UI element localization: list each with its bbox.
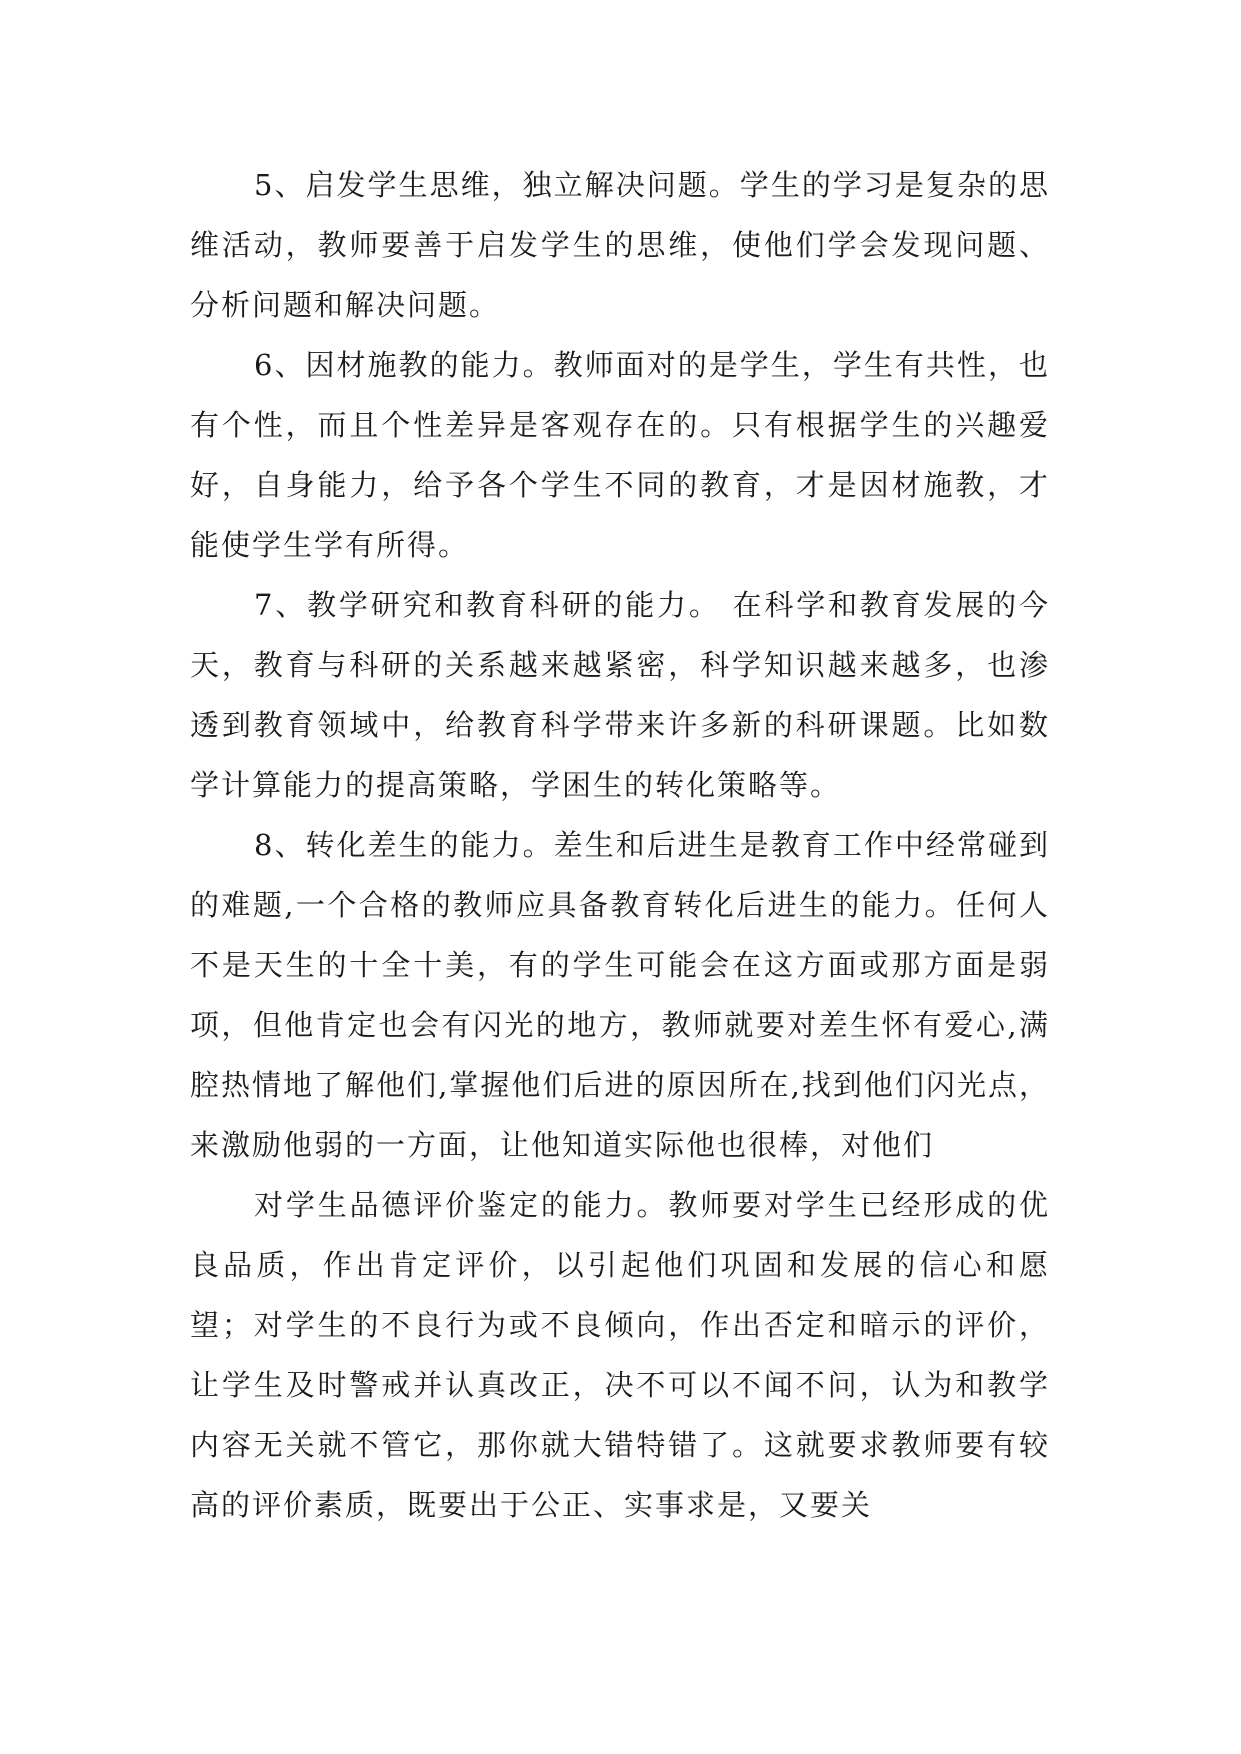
- document-body: [190, 155, 1050, 1535]
- paragraph-8-transform-weak-students: 8、转化差生的能力。差生和后进生是教育工作中经常碰到的难题,一个合格的教师应具备教育转化后进生的能力。任何人不是天生的十全十美，有的学生可能会在这方面或那方面是弱项，但他肯定也会有闪光的地方，教师就要对差生怀有爱心,满腔热情地了解他们,掌握他们后进的原因所在,找到他们闪光点，来激励他弱的一方面，让他知道实际他也很棒，对他们: [190, 828, 1050, 1162]
- paragraph-5-inspire-thinking: 5、启发学生思维，独立解决问题。学生的学习是复杂的思维活动，教师要善于启发学生的思维，使他们学会发现问题、分析问题和解决问题。: [190, 168, 1050, 322]
- paragraph-7-teaching-research: 7、教学研究和教育科研的能力。 在科学和教育发展的今天，教育与科研的关系越来越紧密，科学知识越来越多，也渗透到教育领域中，给教育科学带来许多新的科研课题。比如数学计算能力的提高策略，学困生的转化策略等。: [190, 588, 1050, 802]
- paragraph-moral-evaluation: 对学生品德评价鉴定的能力。教师要对学生已经形成的优良品质，作出肯定评价，以引起他们巩固和发展的信心和愿望；对学生的不良行为或不良倾向，作出否定和暗示的评价，让学生及时警戒并认真改正，决不可以不闻不问，认为和教学内容无关就不管它，那你就大错特错了。这就要求教师要有较高的评价素质，既要出于公正、实事求是，又要关: [190, 1188, 1050, 1522]
- paragraph-6-individualized-teaching: 6、因材施教的能力。教师面对的是学生，学生有共性，也有个性，而且个性差异是客观存在的。只有根据学生的兴趣爱好，自身能力，给予各个学生不同的教育，才是因材施教，才能使学生学有所得。: [190, 348, 1050, 562]
